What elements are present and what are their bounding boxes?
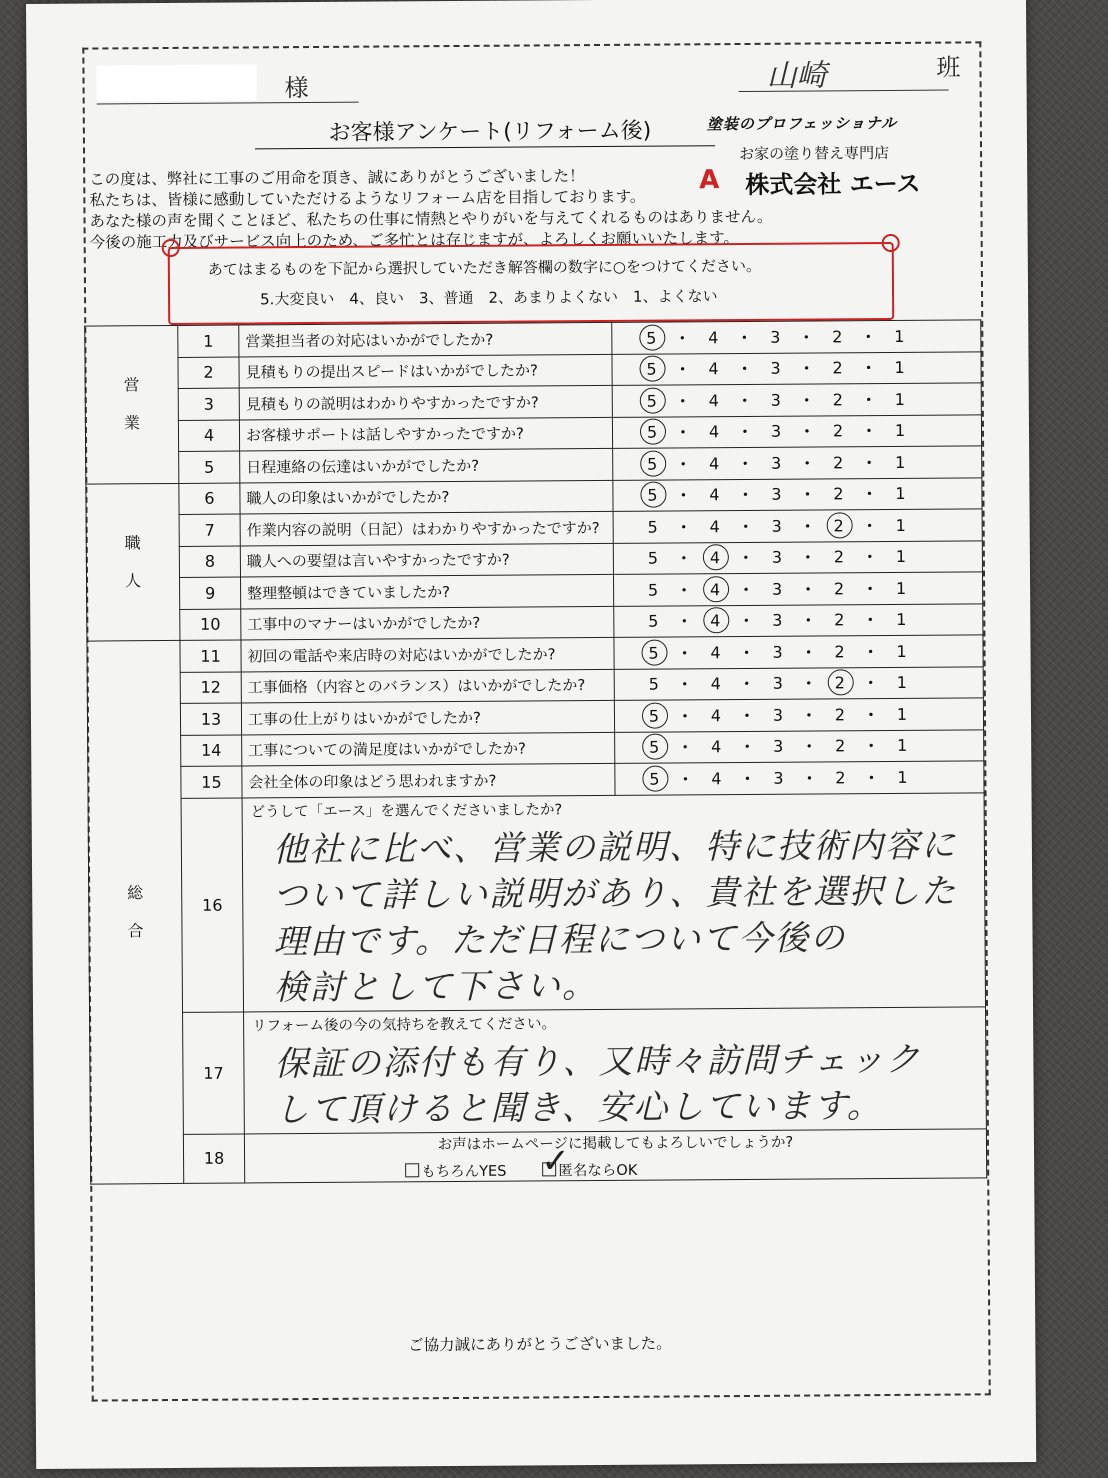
rating-option-5[interactable]: 5 — [635, 360, 669, 379]
separator-dot: ・ — [860, 359, 877, 378]
question-text: 営業担当者の対応はいかがでしたか? — [239, 322, 612, 356]
intro-line-3: あなた様の声を聞くことほど、私たちの仕事に情熱とやりがいを与えてくれるものはありません。 — [89, 207, 773, 231]
question-text: 工事についての満足度はいかがでしたか? — [242, 732, 615, 766]
scroll-curl-icon — [162, 239, 180, 257]
free-question-text: リフォーム後の今の気持ちを教えてください。 — [252, 1015, 556, 1034]
rating-option-3[interactable]: 3 — [771, 579, 783, 599]
publish-consent-row — [90, 1128, 986, 1183]
rating-option-5[interactable]: 5 — [635, 391, 669, 410]
separator-dot: ・ — [800, 548, 816, 567]
question-text: 初回の電話や来店時の対応はいかがでしたか? — [241, 637, 614, 671]
separator-dot: ・ — [676, 518, 692, 537]
free-text-row — [88, 792, 985, 1012]
separator-dot: ・ — [801, 674, 817, 693]
separator-dot: ・ — [799, 422, 815, 441]
question-number: 12 — [180, 672, 241, 704]
rating-option-5[interactable]: 5 — [648, 611, 659, 631]
rating-scale — [612, 414, 981, 448]
rating-option-1[interactable]: 1 — [895, 452, 906, 472]
question-number: 6 — [179, 483, 240, 515]
company-logo-icon: A — [699, 165, 720, 196]
separator-dot: ・ — [737, 486, 754, 505]
separator-dot: ・ — [801, 737, 817, 756]
separator-dot: ・ — [799, 454, 815, 473]
rating-option-3[interactable]: 3 — [770, 390, 781, 410]
rating-option-3[interactable]: 3 — [771, 453, 782, 473]
rating-option-3[interactable]: 3 — [771, 547, 783, 568]
separator-dot: ・ — [675, 392, 691, 411]
rating-scale — [614, 635, 983, 669]
separator-dot: ・ — [862, 579, 878, 598]
honorific: 様 — [284, 74, 309, 103]
handwritten-answer-line: 他社に比べ、営業の説明、特に技術内容に — [272, 825, 958, 870]
separator-dot: ・ — [863, 674, 879, 693]
separator-dot: ・ — [738, 549, 754, 568]
free-answer-cell[interactable] — [244, 1006, 987, 1133]
rating-option-5[interactable]: 5 — [647, 548, 659, 568]
separator-dot: ・ — [798, 328, 814, 347]
question-number: 8 — [179, 546, 240, 578]
separator-dot: ・ — [675, 486, 692, 505]
question-number: 5 — [179, 451, 240, 483]
category-char: 営 — [123, 375, 140, 395]
rating-option-1[interactable]: 1 — [895, 547, 907, 567]
rating-option-4[interactable]: 4 — [709, 485, 720, 505]
rating-option-5[interactable]: 5 — [635, 486, 669, 505]
question-text: 職人の印象はいかがでしたか? — [240, 480, 613, 514]
category-overall — [87, 640, 184, 1183]
separator-dot: ・ — [861, 485, 878, 504]
separator-dot: ・ — [675, 423, 691, 442]
separator-dot: ・ — [739, 769, 755, 788]
question-number: 18 — [183, 1134, 244, 1183]
question-text: 見積もりの提出スピードはいかがでしたか? — [239, 354, 612, 388]
rating-scale — [615, 729, 984, 763]
separator-dot: ・ — [799, 391, 815, 410]
separator-dot: ・ — [674, 329, 690, 348]
rating-option-5[interactable]: 5 — [635, 454, 669, 473]
rating-option-1[interactable]: 1 — [895, 515, 906, 535]
separator-dot: ・ — [674, 360, 691, 379]
team-suffix: 班 — [936, 53, 961, 82]
team-name-handwritten: 山崎 — [766, 58, 827, 94]
rating-option-5[interactable]: 5 — [637, 769, 671, 788]
rating-option-3[interactable]: 3 — [771, 516, 782, 536]
rating-scale — [613, 540, 982, 574]
intro-line-1: この度は、弊社に工事のご用命を頂き、誠にありがとうございました！ — [89, 167, 585, 189]
rating-scale — [613, 446, 982, 480]
rating-scale — [612, 320, 981, 354]
rating-option-5[interactable]: 5 — [636, 643, 670, 662]
brand-tagline: 塗装のプロフェッショナル — [706, 113, 898, 134]
rating-option-3[interactable]: 3 — [770, 358, 781, 379]
option-yes-label: もちろんYES — [421, 1163, 507, 1180]
separator-dot: ・ — [676, 612, 692, 631]
rating-option-1[interactable]: 1 — [894, 421, 906, 441]
rating-option-3[interactable]: 3 — [771, 484, 782, 505]
rating-option-4[interactable]: 4 — [698, 580, 732, 599]
rating-option-4[interactable]: 4 — [708, 390, 719, 410]
survey-table — [84, 319, 987, 1184]
rating-option-1[interactable]: 1 — [896, 673, 907, 693]
separator-dot: ・ — [800, 580, 816, 599]
question-text: 工事中のマナーはいかがでしたか? — [241, 606, 614, 640]
separator-dot: ・ — [676, 581, 692, 600]
instruction-line-1: あてはまるものを下記から選択していただき解答欄の数字に○をつけてください。 — [207, 256, 762, 279]
handwritten-answer-line: ついて詳しい説明があり、貴社を選択した — [273, 871, 958, 916]
redacted-customer-name — [96, 64, 256, 101]
separator-dot: ・ — [801, 769, 817, 788]
checkbox-anonymous[interactable] — [542, 1162, 556, 1176]
rating-option-3[interactable]: 3 — [770, 421, 782, 442]
separator-dot: ・ — [739, 706, 755, 725]
rating-option-2[interactable]: 2 — [832, 327, 843, 347]
brand-subtitle: お家の塗り替え専門店 — [739, 143, 890, 164]
thanks-message: ご協力誠にありがとうございました。 — [408, 1334, 672, 1355]
rating-option-1[interactable]: 1 — [896, 704, 908, 724]
publish-consent-options — [405, 1156, 986, 1181]
rating-option-4[interactable]: 4 — [711, 737, 722, 757]
rating-option-5[interactable]: 5 — [635, 423, 669, 442]
rating-option-5[interactable]: 5 — [637, 738, 671, 757]
rating-option-4[interactable]: 4 — [698, 611, 732, 630]
separator-dot: ・ — [801, 706, 817, 725]
category-char: 合 — [127, 920, 144, 941]
free-text-row — [90, 1006, 987, 1134]
separator-dot: ・ — [800, 517, 816, 536]
question-number: 14 — [181, 735, 242, 767]
publish-consent-question: お声はホームページに掲載してもよろしいでしょうか? — [437, 1134, 794, 1153]
rating-scale — [614, 603, 983, 637]
rating-option-3[interactable]: 3 — [770, 327, 781, 347]
rating-option-5[interactable]: 5 — [634, 328, 668, 347]
separator-dot: ・ — [738, 643, 755, 662]
rating-option-4[interactable]: 4 — [710, 642, 721, 662]
separator-dot: ・ — [863, 768, 879, 787]
rating-option-1[interactable]: 1 — [894, 389, 905, 409]
rating-scale — [612, 351, 981, 385]
question-number: 15 — [181, 766, 242, 798]
separator-dot: ・ — [800, 611, 816, 630]
company-name: 株式会社 エース — [745, 169, 921, 199]
rating-option-4[interactable]: 4 — [698, 548, 732, 567]
question-text: 会社全体の印象はどう思われますか? — [242, 763, 615, 797]
question-number: 2 — [178, 357, 239, 389]
separator-dot: ・ — [862, 642, 879, 661]
question-number: 3 — [178, 388, 239, 420]
question-text: お客様サポートは話しやすかったですか? — [239, 417, 612, 451]
rating-option-1[interactable]: 1 — [897, 767, 908, 787]
question-number: 1 — [178, 325, 239, 357]
rating-option-2[interactable]: 2 — [822, 516, 856, 535]
question-row — [88, 761, 984, 799]
separator-dot: ・ — [862, 611, 878, 630]
separator-dot: ・ — [676, 549, 692, 568]
rating-option-2[interactable]: 2 — [834, 705, 846, 725]
rating-option-3[interactable]: 3 — [773, 736, 784, 757]
rating-option-1[interactable]: 1 — [895, 578, 907, 598]
rating-option-4[interactable]: 4 — [709, 453, 720, 473]
separator-dot: ・ — [736, 360, 753, 379]
separator-dot: ・ — [863, 737, 879, 756]
intro-line-4: 今後の施工力及びサービス向上のため、ご多忙とは存じますが、よろしくお願いいたします。 — [89, 229, 739, 252]
rating-option-3[interactable]: 3 — [772, 610, 783, 631]
separator-dot: ・ — [737, 423, 753, 442]
category-craftsmen — [86, 483, 180, 641]
separator-dot: ・ — [799, 485, 816, 504]
handwritten-answer-line: 保証の添付も有り、又時々訪問チェック — [274, 1039, 922, 1084]
question-text: 作業内容の説明（日記）はわかりやすかったですか? — [240, 511, 613, 545]
separator-dot: ・ — [738, 612, 754, 631]
rating-option-4[interactable]: 4 — [708, 327, 719, 347]
rating-option-4[interactable]: 4 — [710, 705, 722, 725]
rating-option-2[interactable]: 2 — [832, 390, 843, 410]
rating-option-4[interactable]: 4 — [711, 768, 722, 788]
rating-scale — [613, 572, 982, 606]
separator-dot: ・ — [739, 738, 755, 757]
rating-option-3[interactable]: 3 — [773, 768, 784, 788]
rating-scale — [615, 761, 984, 795]
question-number: 16 — [181, 798, 243, 1012]
rating-option-1[interactable]: 1 — [894, 326, 905, 346]
separator-dot: ・ — [677, 738, 693, 757]
rating-scale — [614, 698, 983, 732]
separator-dot: ・ — [675, 455, 691, 474]
rating-option-2[interactable]: 2 — [833, 547, 845, 567]
rating-option-4[interactable]: 4 — [708, 359, 719, 379]
rating-option-2[interactable]: 2 — [833, 453, 844, 473]
rating-option-5[interactable]: 5 — [647, 517, 658, 537]
publish-consent-cell — [244, 1128, 986, 1182]
separator-dot: ・ — [739, 675, 755, 694]
handwritten-answer-line: 検討として下さい。 — [273, 965, 599, 1008]
separator-dot: ・ — [863, 705, 879, 724]
option-anonymous-label: 匿名ならOK — [558, 1162, 638, 1179]
rating-scale — [612, 383, 981, 417]
rating-option-1[interactable]: 1 — [895, 484, 906, 504]
rating-option-4[interactable]: 4 — [710, 674, 721, 694]
rating-option-2[interactable]: 2 — [835, 736, 846, 756]
category-char: 総 — [127, 882, 144, 903]
question-text: 工事の仕上がりはいかがでしたか? — [241, 700, 614, 734]
separator-dot: ・ — [677, 675, 693, 694]
rating-scale — [613, 477, 982, 511]
question-number: 4 — [178, 420, 239, 452]
separator-dot: ・ — [677, 707, 693, 726]
separator-dot: ・ — [676, 644, 693, 663]
rating-option-3[interactable]: 3 — [772, 673, 783, 694]
rating-option-2[interactable]: 2 — [834, 642, 845, 662]
category-sales — [85, 325, 179, 483]
question-number: 13 — [180, 703, 241, 735]
category-char: 職 — [124, 532, 141, 553]
rating-option-1[interactable]: 1 — [896, 610, 907, 630]
handwritten-answer-line: 理由です。ただ日程について今後の — [273, 917, 847, 962]
checkbox-yes[interactable] — [405, 1163, 419, 1177]
separator-dot: ・ — [800, 643, 817, 662]
free-question-text: どうして「エース」を選んでくださいましたか? — [250, 801, 563, 820]
rating-option-2[interactable]: 2 — [833, 579, 845, 599]
separator-dot: ・ — [736, 328, 752, 347]
survey-sheet — [26, 0, 1036, 1469]
question-text: 工事価格（内容とのバランス）はいかがでしたか? — [241, 669, 614, 703]
rating-option-5[interactable]: 5 — [637, 706, 671, 725]
question-text: 職人への要望は言いやすかったですか? — [240, 543, 613, 577]
rating-option-2[interactable]: 2 — [823, 673, 857, 692]
instruction-line-2: 5.大変良い 4、良い 3、普通 2、あまりよくない 1、よくない — [260, 287, 718, 309]
question-number: 17 — [183, 1012, 245, 1134]
question-text: 見積もりの説明はわかりやすかったですか? — [239, 385, 612, 419]
separator-dot: ・ — [677, 770, 693, 789]
intro-line-2: 私たちは、皆様に感動していただけるようなリフォーム店を目指しております。 — [89, 187, 646, 210]
category-char: 人 — [124, 570, 142, 591]
question-number: 11 — [180, 640, 241, 672]
separator-dot: ・ — [738, 580, 754, 599]
scroll-curl-icon — [882, 234, 900, 252]
rating-option-5[interactable]: 5 — [647, 580, 659, 600]
category-char: 業 — [123, 413, 140, 433]
rating-option-3[interactable]: 3 — [772, 705, 784, 725]
separator-dot: ・ — [798, 359, 815, 378]
separator-dot: ・ — [861, 422, 877, 441]
question-number: 9 — [180, 577, 241, 609]
rating-option-2[interactable]: 2 — [832, 421, 844, 441]
separator-dot: ・ — [737, 454, 753, 473]
rating-scale — [613, 509, 982, 543]
separator-dot: ・ — [860, 327, 876, 346]
rating-scale — [614, 666, 983, 700]
rating-option-3[interactable]: 3 — [772, 642, 783, 662]
rating-option-1[interactable]: 1 — [894, 358, 905, 378]
separator-dot: ・ — [738, 517, 754, 536]
separator-dot: ・ — [862, 516, 878, 535]
rating-option-5[interactable]: 5 — [648, 674, 659, 694]
rating-option-2[interactable]: 2 — [835, 768, 846, 788]
rating-option-4[interactable]: 4 — [708, 422, 720, 442]
survey-title: お客様アンケート(リフォーム後) — [328, 118, 652, 146]
separator-dot: ・ — [862, 548, 878, 567]
rating-option-2[interactable]: 2 — [833, 484, 844, 504]
handwritten-answer-line: して頂けると聞き、安心しています。 — [274, 1085, 883, 1130]
separator-dot: ・ — [737, 391, 753, 410]
separator-dot: ・ — [861, 453, 877, 472]
separator-dot: ・ — [861, 390, 877, 409]
question-text: 整理整頓はできていましたか? — [241, 574, 614, 608]
free-answer-cell[interactable] — [242, 792, 985, 1011]
question-number: 7 — [179, 514, 240, 546]
rating-option-2[interactable]: 2 — [832, 358, 843, 378]
question-number: 10 — [180, 609, 241, 641]
rating-option-1[interactable]: 1 — [897, 736, 908, 756]
rating-option-2[interactable]: 2 — [834, 610, 845, 630]
instruction-scroll-box — [168, 242, 895, 325]
rating-option-1[interactable]: 1 — [896, 641, 907, 661]
question-text: 日程連絡の伝達はいかがでしたか? — [240, 448, 613, 482]
rating-option-4[interactable]: 4 — [709, 516, 720, 536]
